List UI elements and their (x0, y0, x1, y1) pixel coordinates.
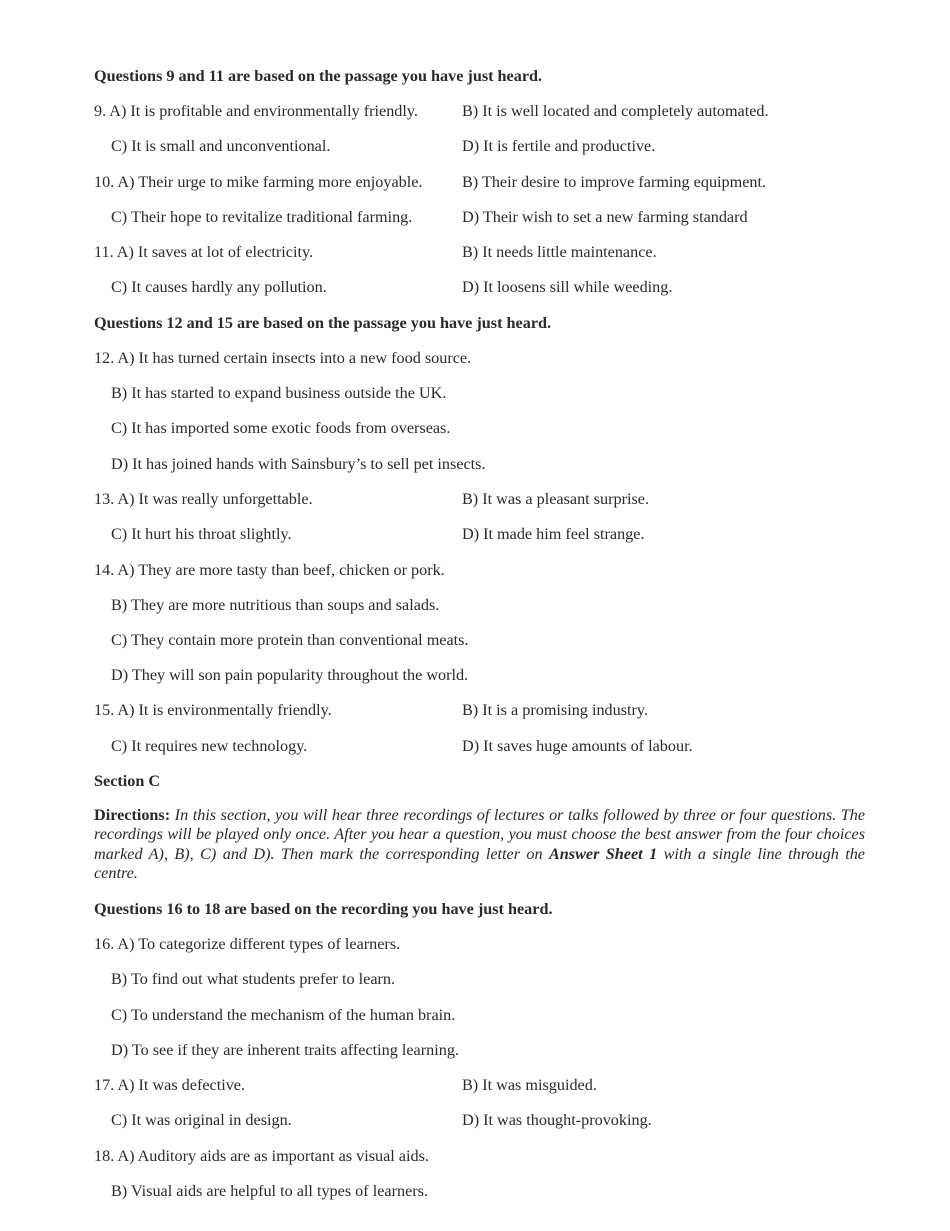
q12-option-d: D) It has joined hands with Sainsbury’s to sell pet insects. (111, 455, 486, 473)
group-heading-16-18: Questions 16 to 18 are based on the recording you have just heard. (94, 900, 553, 918)
q18-option-b: B) Visual aids are helpful to all types of learners. (111, 1182, 428, 1200)
directions-label: Directions: (94, 806, 171, 824)
q12-option-a: 12. A) It has turned certain insects into a new food source. (94, 349, 472, 367)
q15-option-b: B) It is a promising industry. (462, 701, 648, 719)
directions-text-2: with a single line through the centre. (94, 844, 865, 883)
q13-option-b: B) It was a pleasant surprise. (462, 490, 650, 508)
q17-option-a: 17. A) It was defective. (94, 1076, 246, 1094)
q11-option-c: C) It causes hardly any pollution. (111, 278, 327, 296)
directions-paragraph (94, 806, 865, 884)
q12-option-b: B) It has started to expand business outside the UK. (111, 384, 447, 402)
q12-option-c: C) It has imported some exotic foods from overseas. (111, 419, 451, 437)
q15-option-a: 15. A) It is environmentally friendly. (94, 701, 332, 719)
q14-option-b: B) They are more nutritious than soups and salads. (111, 596, 440, 614)
q18-option-a: 18. A) Auditory aids are as important as visual aids. (94, 1147, 429, 1165)
q16-option-a: 16. A) To categorize different types of learners. (94, 935, 401, 953)
q14-option-a: 14. A) They are more tasty than beef, chicken or pork. (94, 561, 445, 579)
q15-option-c: C) It requires new technology. (111, 737, 308, 755)
q16-option-c: C) To understand the mechanism of the human brain. (111, 1006, 456, 1024)
q14-option-c: C) They contain more protein than conventional meats. (111, 631, 469, 649)
group-heading-9-11: Questions 9 and 11 are based on the passage you have just heard. (94, 67, 543, 85)
q13-option-c: C) It hurt his throat slightly. (111, 525, 292, 543)
q10-option-d: D) Their wish to set a new farming standard (462, 208, 748, 226)
q13-option-a: 13. A) It was really unforgettable. (94, 490, 313, 508)
group-heading-12-15: Questions 12 and 15 are based on the passage you have just heard. (94, 314, 552, 332)
q13-option-d: D) It made him feel strange. (462, 525, 645, 543)
q15-option-d: D) It saves huge amounts of labour. (462, 737, 693, 755)
directions-text-1: In this section, you will hear three recordings of lectures or talks followed by three or four questions. The recordings will be played only once. After you hear a question, you must choose the best answer from the four choices marked A), B), C) and D). Then mark the corresponding letter on (94, 806, 865, 863)
q17-option-d: D) It was thought-provoking. (462, 1111, 652, 1129)
q16-option-b: B) To find out what students prefer to learn. (111, 970, 396, 988)
answer-sheet-reference: Answer Sheet 1 (549, 844, 658, 863)
q9-option-b: B) It is well located and completely automated. (462, 102, 769, 120)
q16-option-d: D) To see if they are inherent traits affecting learning. (111, 1041, 459, 1059)
q10-option-c: C) Their hope to revitalize traditional farming. (111, 208, 413, 226)
q9-option-a: 9. A) It is profitable and environmentally friendly. (94, 102, 418, 120)
q9-option-c: C) It is small and unconventional. (111, 137, 331, 155)
q10-option-b: B) Their desire to improve farming equipment. (462, 173, 767, 191)
q11-option-d: D) It loosens sill while weeding. (462, 278, 673, 296)
q17-option-c: C) It was original in design. (111, 1111, 292, 1129)
q9-option-d: D) It is fertile and productive. (462, 137, 656, 155)
section-c-heading: Section C (94, 772, 161, 790)
q10-option-a: 10. A) Their urge to mike farming more enjoyable. (94, 173, 423, 191)
q11-option-a: 11. A) It saves at lot of electricity. (94, 243, 314, 261)
q14-option-d: D) They will son pain popularity throughout the world. (111, 666, 469, 684)
q11-option-b: B) It needs little maintenance. (462, 243, 657, 261)
q17-option-b: B) It was misguided. (462, 1076, 597, 1094)
